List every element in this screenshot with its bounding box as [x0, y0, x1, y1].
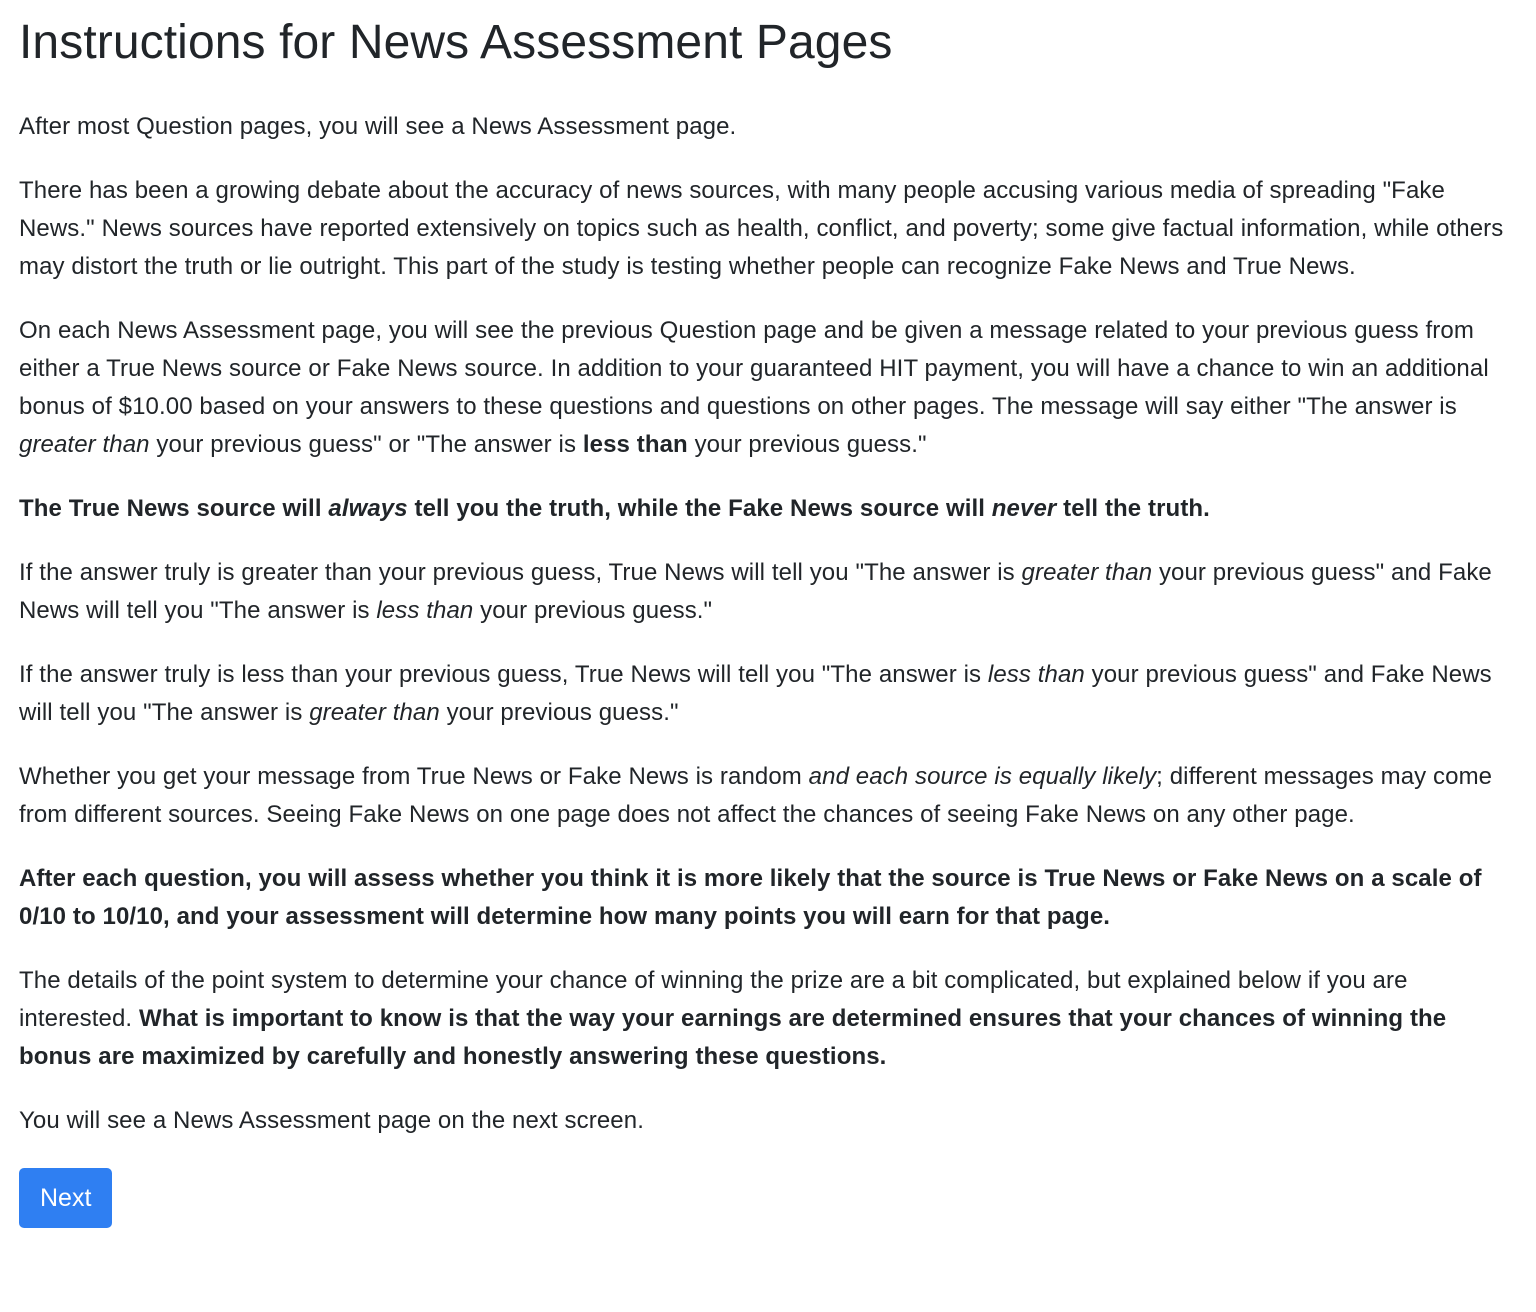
- text-span: The True News source will: [19, 495, 329, 522]
- text-span: your previous guess" or "The answer is: [149, 431, 583, 458]
- message-explanation-paragraph: [19, 312, 1524, 464]
- truth-rule-paragraph: [19, 490, 1524, 528]
- text-span: your previous guess.": [473, 597, 713, 624]
- randomness-paragraph: [19, 758, 1524, 834]
- truth-rule-bold: [19, 495, 1210, 522]
- text-span: On each News Assessment page, you will see the previous Question page and be given a message related to your previous guess from either a True News source or Fake News source. In addition to your guaranteed HIT payment, you will have a chance to win an additional bonus of $10.00 based on your answers to these questions and questions on other pages. The message will say either "The answer is: [19, 317, 1489, 420]
- text-span: tell the truth.: [1056, 495, 1210, 522]
- greater-case-paragraph: [19, 554, 1524, 630]
- text-span: tell you the truth, while the Fake News source will: [407, 495, 992, 522]
- text-span: your previous guess" and Fake News will tell you "The answer is: [19, 559, 1492, 624]
- intro-paragraph: After most Question pages, you will see a News Assessment page.: [19, 113, 737, 140]
- assessment-paragraph: [19, 860, 1524, 936]
- emphasis-less-than: less than: [376, 597, 474, 624]
- page-title: Instructions for News Assessment Pages: [19, 16, 893, 69]
- text-span: your previous guess.": [439, 699, 679, 726]
- background-paragraph: There has been a growing debate about the accuracy of news sources, with many people accusing various media of spreading "Fake News." News sources have reported extensively on topics such as health, conflict, and poverty; some give factual information, while others may distort the truth or lie outright. This part of the study is testing whether people can recognize Fake News and True News.: [19, 177, 1504, 280]
- point-system-paragraph: [19, 962, 1524, 1076]
- emphasis-never: never: [991, 495, 1057, 522]
- emphasis-greater-than: greater than: [1021, 559, 1153, 586]
- less-case-paragraph: [19, 656, 1524, 732]
- emphasis-less-than: less than: [987, 661, 1085, 688]
- next-button[interactable]: Next: [19, 1168, 112, 1228]
- text-span: your previous guess.": [687, 431, 927, 458]
- text-span: The details of the point system to determine your chance of winning the prize are a bit complicated, but explained below if you are interested.: [19, 967, 1408, 1032]
- emphasis-greater-than: greater than: [309, 699, 440, 726]
- emphasis-always: always: [328, 495, 408, 522]
- next-screen-paragraph: You will see a News Assessment page on the next screen.: [19, 1107, 644, 1134]
- assessment-bold: After each question, you will assess whether you think it is more likely that the source is True News or Fake News on a scale of 0/10 to 10/10, and your assessment will determine how many points you will earn for that page.: [19, 865, 1482, 930]
- text-span: ; different messages may come from different sources. Seeing Fake News on one page does not affect the chances of seeing Fake News on any other page.: [19, 763, 1493, 828]
- text-span: If the answer truly is greater than your previous guess, True News will tell you "The answer is: [19, 559, 1022, 586]
- emphasis-important: What is important to know is that the way your earnings are determined ensures that your chances of winning the bonus are maximized by carefully and honestly answering these questions.: [19, 1005, 1447, 1070]
- emphasis-equally-likely: and each source is equally likely: [808, 763, 1157, 790]
- text-span: Whether you get your message from True News or Fake News is random: [19, 763, 809, 790]
- text-span: If the answer truly is less than your previous guess, True News will tell you "The answer is: [19, 661, 988, 688]
- text-span: your previous guess" and Fake News will tell you "The answer is: [19, 661, 1492, 726]
- emphasis-greater-than: greater than: [19, 431, 150, 458]
- emphasis-less-than: less than: [582, 431, 688, 458]
